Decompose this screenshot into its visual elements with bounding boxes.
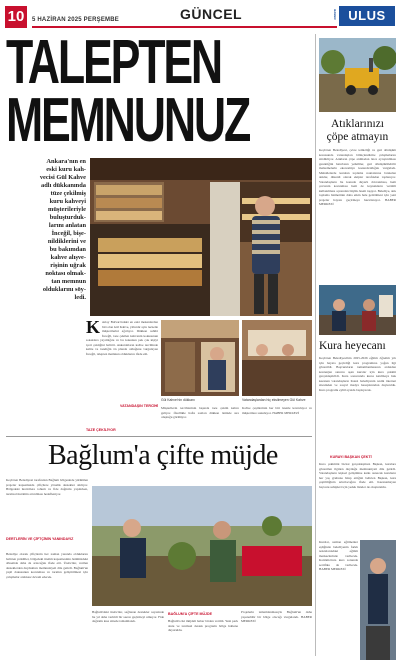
caption-left: Gül Kahve'nin dükkanı bbox=[161, 398, 195, 402]
right-headline-1: Atıklarınızı çöpe atmayın bbox=[326, 118, 389, 143]
second-body-col3: Bağlum'a iki müjdeli haber birden verildi. Yeni park alanı ve tarımsal destek programı bölge halkına duyuruldu. bbox=[168, 619, 238, 632]
right-body-2: Keçiören Belediyesi'nin 2025-2026 eğitim öğretim yılı için hayata geçirdiği kurs programına yoğun ilgi gösterildi. Başvuruların tamamlanmasının ardından kontenjan sınırını aşan kurslar için kura çekimi gerçekleştirildi. Kura sonucunda kursa katılmaya hak kazanan vatandaşların listesi belediyenin resmi internet sitesinden ve sosyal medya hesaplarından duyuruldu. Kurs programı eylül ayında başlayacak. bbox=[319, 356, 396, 392]
page-header bbox=[0, 0, 400, 30]
coffee-shop-photo bbox=[90, 158, 312, 316]
subhead-ciftci: DERTLERİN VE ÇİFTÇİNİN YANINDAYIZ bbox=[6, 537, 74, 541]
subhead-bagluм: BAĞLUM'A ÇİFTE MÜJDE bbox=[168, 612, 213, 616]
right-body-4: Kurslar, uzman eğitmenler eşliğinde belediyenin farklı noktalarındaki eğitim merkezlerinde verilecek. Katılımcılara kurs sonunda sertifika da verilecek. HABER MERKEZİ bbox=[319, 540, 358, 571]
second-body-col1: Keçiören Belediyesi tarafından Bağlum bölgesinde yürütülen projeler kapsamında çiftçilere yönelik destekler sürüyor. Bölgedeki üreticilere tohum ve fide dağıtımı yapılırken, tarımsal üretimin artırılması hedefleniyor. bbox=[6, 478, 88, 496]
second-headline: Bağlum'a çifte müjde bbox=[48, 440, 278, 471]
right-body-3: Kura çekimini bizzat gerçekleştiren Başkan, kurslara gösterilen ilgiden duyduğu memnuniyeti dile getirdi. Vatandaşların kişisel gelişimine katkı sunacak kursların her yaş grubuna hitap ettiğini belirten Başkan, kurs çeşitliliğinin artırılacağını ifade etti. Kazanamayan başvuru sahipleri için yedek listeler de oluşturuldu. bbox=[319, 462, 396, 489]
page-number: 10 bbox=[5, 6, 27, 28]
main-body-col3: Kahve çeşitlerinin her biri özenle kavruluyor ve müşterilere sunuluyor. HABER MERKEZİ bbox=[242, 406, 312, 415]
right-headline-2: Kura heyecanı bbox=[319, 340, 386, 352]
main-body-col2: Müşterilerin tercihlerinin başında taze çekim kahve geliyor. Özellikle hafta sonları dükkan önünde sıra oluştuğu görülüyor. bbox=[161, 406, 239, 419]
issue-date: 5 HAZİRAN 2025 PERŞEMBE bbox=[32, 17, 119, 23]
subhead-kura: KURAYI BAŞKAN ÇEKTİ bbox=[330, 455, 372, 459]
shop-interior-photo-left bbox=[161, 320, 239, 396]
main-headline-line1: TALEPTEN bbox=[6, 28, 222, 97]
story-divider bbox=[6, 436, 312, 437]
right-body-1: Keçiören Belediyesi, çevre temizliği ve geri dönüşüm konusunda vatandaşları bilinçlendirme çalışmalarını sürdürüyor. Atıkların çöpe atılmadan önce ayrıştırılması gerektiğini hatırlatan yetkililer, geri dönüştürülebilir malzemelerin ekonomiye kazandırıldığını vurguladı. Mahallelerde kurulan toplama noktalarına bırakılan atıklar, düzenli olarak ekipler tarafından toplanıyor. Vatandaşların bu konuda duyarlı davranması, hem çevrenin korunması hem de kaynakların verimli kullanılması açısından büyük önem taşıyor. Belediye, atık toplama hizmetinin daha etkin hale getirilmesi için yeni projeler hayata geçirmeye hazırlanıyor. HABER MERKEZİ bbox=[319, 148, 396, 206]
bagluм-event-photo bbox=[92, 486, 312, 606]
main-headline-line2: MEMNUNUZ bbox=[6, 86, 250, 155]
logo-small-text: HABER bbox=[333, 9, 337, 20]
second-body-col2: Bağlum'daki üreticiler, sağlanan destekler sayesinde bu yıl daha verimli bir sezon geçirmeyi umuyor. Fide dağıtımı kısa sürede tamamlandı. bbox=[92, 610, 164, 623]
second-body-col4: Projelerin tamamlanmasıyla Bağlum'un daha yaşanabilir bir bölge olacağı vurgulandı. HABER MERKEZİ bbox=[241, 610, 312, 623]
newspaper-logo: ULUS bbox=[339, 6, 395, 26]
caption-right: Vatandaşlardan hiç eksilmeyen Gül Kahve bbox=[242, 398, 306, 402]
lottery-photo bbox=[319, 285, 396, 335]
main-body-col1: Kızılay Bulvarı'ndaki en eski mekanlardan biri olan Gül Kahve, yıllardır aynı lezzetle müşterilerini ağırlıyor. Dükkan sahibi İnceğil, taze çekilen kahvenin kokusunun sokaklara yayıldığını ve bu kokunun pek çok kişiyi içeri çektiğini belirtti. Ankaralıların kahve tercihinde kalite ve tazeliğin ön planda olduğunu vurgulayan İnceğil, talepten memnun olduklarını ifade etti. bbox=[86, 320, 158, 356]
subhead-vatandas: VATANDAŞIN TERCİHİ bbox=[120, 404, 159, 408]
waste-collection-photo bbox=[319, 38, 396, 112]
shop-interior-photo-right bbox=[242, 320, 312, 396]
main-intro: Ankara'nın en eski kuru kah- vecisi Gül Kahve adlı dükkanında tüze çekilmiş kuru kahveyi müşterileriyle buluşturduk- larını anlatan İnceğil, bişe- nildiklerini ve bu bakımdan kahve alışve- rişinin uğrak noktası olmak- tan memnun olduklarını söy- ledi. bbox=[39, 158, 86, 301]
second-body-col1b: Belediye olarak çiftçilerin her zaman yanında olduklarını belirten yetkililer, bölgedeki üretim kapasitesinin önümüzdeki dönemde daha da artacağını ifade etti. Üreticiler, verilen desteklerden duydukları memnuniyeti dile getirdi. Bağlum'un yeşil dokusunun korunması ve tarımın geliştirilmesi için çalışmalar aralıksız devam edecek. bbox=[6, 552, 88, 579]
lottery-photo-2 bbox=[360, 540, 396, 660]
section-title: GÜNCEL bbox=[180, 6, 243, 22]
subhead-taze: TAZE ÇEKİLİYOR bbox=[86, 428, 116, 432]
column-divider bbox=[315, 34, 316, 656]
